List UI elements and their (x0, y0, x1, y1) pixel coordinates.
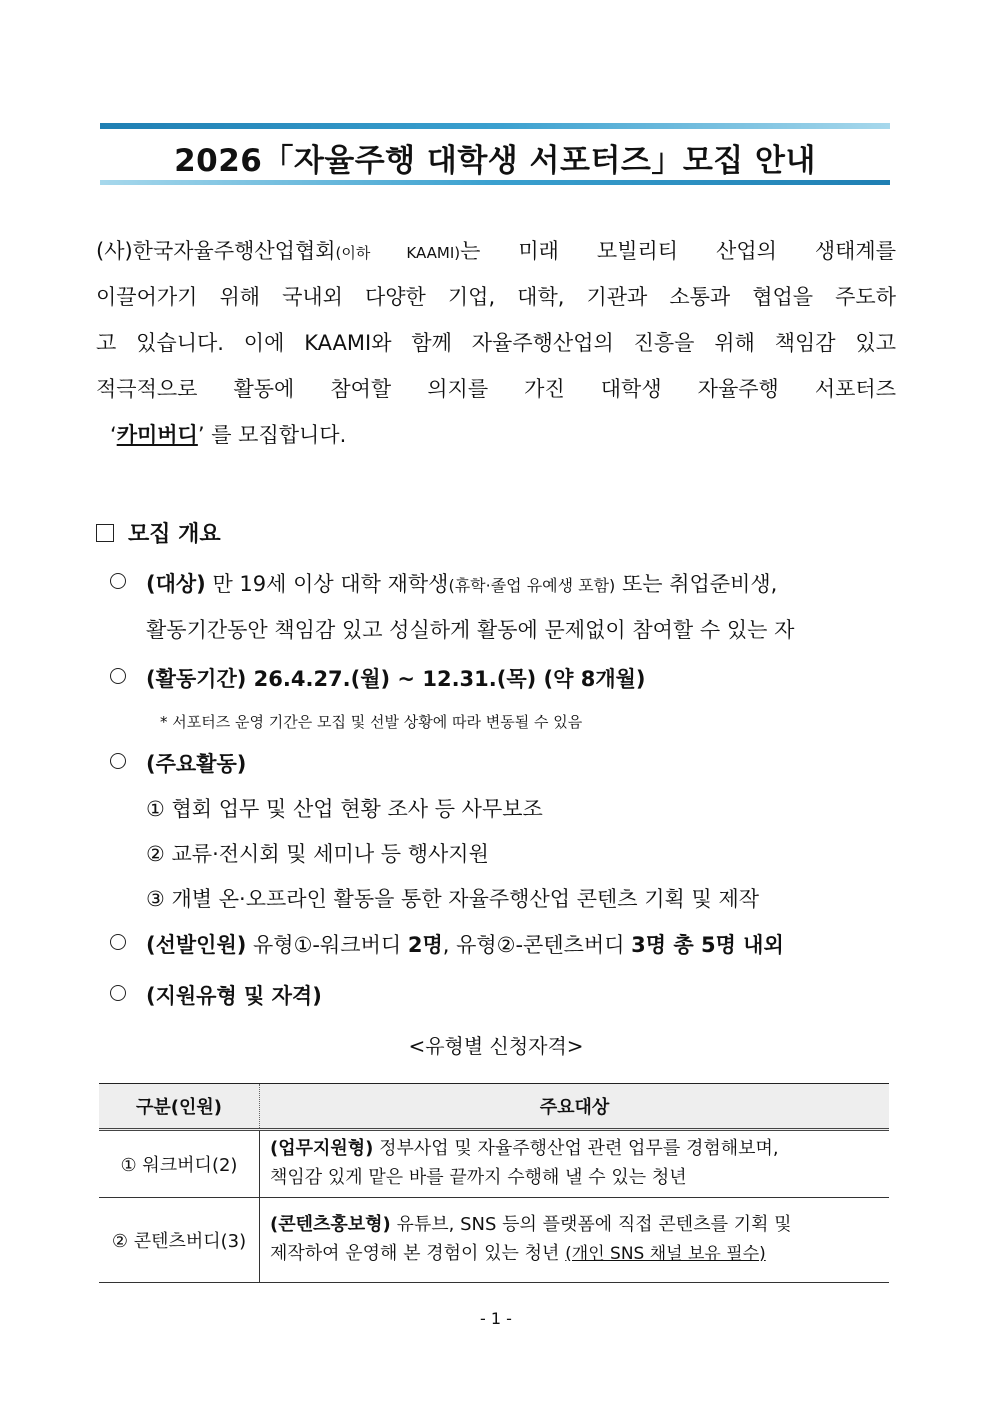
item-target (110, 568, 777, 598)
selection-type2: , 유형②-콘텐츠버디 (442, 933, 632, 957)
table-row (99, 1130, 889, 1198)
intro-line-3: 고 있습니다. 이에 KAAMI와 함께 자율주행산업의 진흥을 위해 책임감 있고 (96, 331, 896, 355)
brand-name: 카미버디 (116, 423, 198, 447)
selection-count1: 2명 (407, 933, 443, 957)
selection-label: (선발인원) (146, 933, 247, 957)
row2-type: ② 콘텐츠버디(3) (99, 1198, 260, 1283)
item-selection (110, 929, 784, 959)
title-banner (100, 123, 890, 185)
table-header-type: 구분(인원) (99, 1084, 260, 1130)
row2-text-2: 제작하여 운영해 본 경험이 있는 청년 (270, 1242, 566, 1264)
page-title: 2026「자율주행 대학생 서포터즈」모집 안내 (174, 143, 816, 179)
row1-target (260, 1130, 890, 1198)
item-activities (110, 748, 246, 778)
table-caption: <유형별 신청자격> (408, 1034, 584, 1058)
table-header-row (99, 1084, 889, 1130)
table-header-target: 주요대상 (260, 1084, 890, 1130)
title-bottom-rule (100, 180, 890, 185)
row1-type: ① 워크버디(2) (99, 1130, 260, 1198)
target-text: 만 19세 이상 대학 재학생 (205, 572, 449, 596)
intro-paragraph (96, 228, 896, 458)
row2-target (260, 1198, 890, 1283)
intro-line-5 (96, 412, 896, 458)
section-heading (96, 517, 221, 548)
selection-total: 3명 총 5명 내외 (631, 933, 784, 957)
period-note: * 서포터즈 운영 기간은 모집 및 선발 상황에 따라 변동될 수 있음 (160, 713, 583, 731)
row2-type-label: (콘텐츠홍보형) (270, 1213, 391, 1235)
period-text: (활동기간) 26.4.27.(월) ~ 12.31.(목) (약 8개월) (146, 667, 646, 691)
activity-3: ③ 개별 온·오프라인 활동을 통한 자율주행산업 콘텐츠 기획 및 제작 (146, 887, 760, 911)
section-title: 모집 개요 (128, 522, 221, 547)
target-note: (휴학·졸업 유예생 포함) (448, 576, 616, 595)
page-number: - 1 - (480, 1309, 512, 1328)
intro-org-name: (사)한국자율주행산업협회 (96, 239, 336, 263)
square-bullet-icon (96, 524, 114, 542)
title-top-rule (100, 123, 890, 129)
circle-bullet-icon (110, 753, 126, 769)
item-qualification (110, 980, 322, 1010)
target-line-2: 활동기간동안 책임감 있고 성실하게 활동에 문제없이 참여할 수 있는 자 (146, 618, 795, 642)
intro-abbrev: (이하 KAAMI) (335, 244, 461, 262)
intro-line-5-text: ’ 를 모집합니다. (197, 423, 347, 447)
activity-2: ② 교류·전시회 및 세미나 등 행사지원 (146, 842, 489, 866)
circle-bullet-icon (110, 573, 126, 589)
selection-type1: 유형①-워크버디 (246, 933, 408, 957)
item-period (110, 663, 646, 693)
qualification-label: (지원유형 및 자격) (146, 984, 322, 1008)
row1-text-2: 책임감 있게 맡은 바를 끝까지 수행해 낼 수 있는 청년 (270, 1167, 687, 1188)
quote-open: ‘ (110, 423, 117, 447)
qualification-table (99, 1083, 889, 1283)
table-row (99, 1198, 889, 1283)
circle-bullet-icon (110, 934, 126, 950)
row1-text-1: 정부사업 및 자율주행산업 관련 업무를 경험해보며, (373, 1138, 779, 1159)
row1-type-label: (업무지원형) (270, 1138, 374, 1159)
circle-bullet-icon (110, 668, 126, 684)
row2-text-1: 유튜브, SNS 등의 플랫폼에 직접 콘텐츠를 기획 및 (390, 1213, 792, 1235)
intro-line-4: 적극적으로 활동에 참여할 의지를 가진 대학생 자율주행 서포터즈 (96, 377, 896, 401)
intro-line-1-text: 는 미래 모빌리티 산업의 생태계를 (460, 239, 896, 263)
intro-line-1 (96, 228, 896, 274)
target-label: (대상) (146, 572, 206, 596)
intro-line-2: 이끌어가기 위해 국내외 다양한 기업, 대학, 기관과 소통과 협업을 주도하 (96, 285, 896, 309)
row2-note: (개인 SNS 채널 보유 필수) (565, 1243, 766, 1264)
activity-1: ① 협회 업무 및 산업 현황 조사 등 사무보조 (146, 797, 543, 821)
activities-label: (주요활동) (146, 752, 247, 776)
target-text-end: 또는 취업준비생, (615, 572, 778, 596)
circle-bullet-icon (110, 985, 126, 1001)
